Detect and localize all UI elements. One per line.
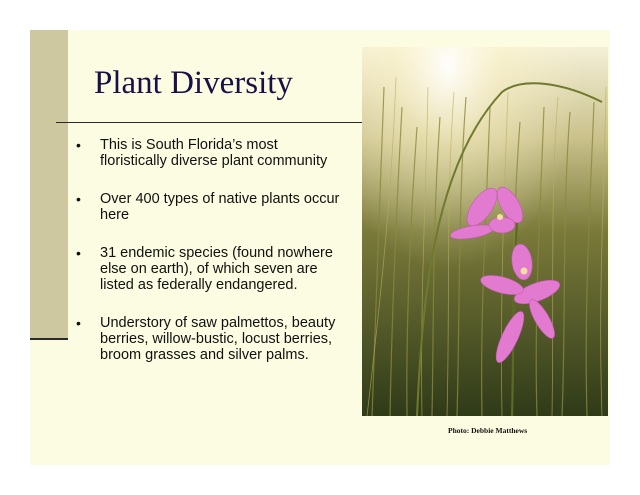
slide	[30, 30, 610, 465]
photo-caption: Photo: Debbie Matthews	[448, 426, 528, 435]
bullet-dot-icon: •	[76, 137, 81, 153]
bullet-text: This is South Florida’s most floristically diverse plant community	[100, 137, 328, 169]
bullet-text: Understory of saw palmettos, beauty berries, willow-bustic, locust berries, broom grasses and silver palms.	[100, 315, 336, 363]
bullet-list	[76, 137, 346, 385]
bullet-dot-icon: •	[76, 245, 81, 261]
bullet-text: Over 400 types of native plants occur here	[100, 191, 340, 223]
bullet-item	[76, 245, 346, 293]
bullet-item	[76, 191, 346, 223]
title-divider	[56, 122, 364, 123]
side-accent-underline	[30, 338, 68, 340]
bullet-dot-icon: •	[76, 315, 81, 331]
orchid-photo	[362, 47, 608, 416]
bullet-text: 31 endemic species (found nowhere else on earth), of which seven are listed as federally endangered.	[100, 245, 333, 293]
side-accent-bar	[30, 30, 68, 338]
bullet-item	[76, 137, 346, 169]
orchid-photo-illustration	[362, 47, 608, 416]
bullet-dot-icon: •	[76, 191, 81, 207]
bullet-item	[76, 315, 346, 363]
slide-title: Plant Diversity	[94, 65, 293, 101]
